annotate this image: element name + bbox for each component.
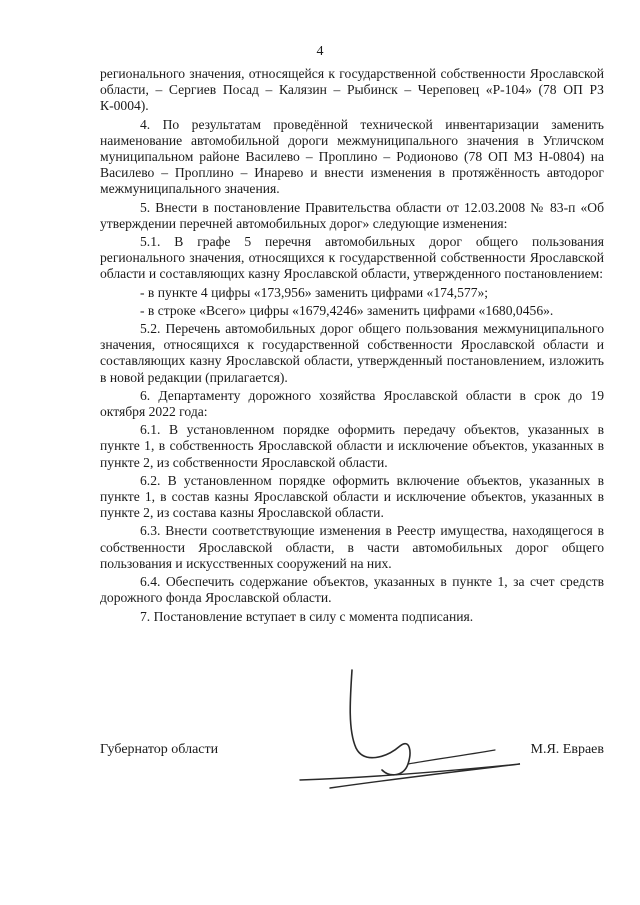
- paragraph: 4. По результатам проведённой технической инвентаризации заменить наименование автомобильной дороги межмуниципального значения в Угличском муниципальном районе Василево – Проплино – Родионово (78 ОП МЗ Н-0804) на Василево – Проплино – Инарево и внести изменения в протяжённость автодорог межмуниципального значения.: [100, 116, 604, 197]
- paragraph: 6.2. В установленном порядке оформить включение объектов, указанных в пункте 1, в состав казны Ярославской области и исключение объектов, указанных в пункте 2, из состава казны Ярославской области.: [100, 472, 604, 521]
- paragraph: 5.2. Перечень автомобильных дорог общего пользования межмуниципального значения, относящихся к государственной собственности Ярославской области и составляющих казну Ярославской области, утвержденный постановлением, изложить в новой редакции (прилагается).: [100, 321, 604, 385]
- paragraph: 6.3. Внести соответствующие изменения в Реестр имущества, находящегося в собственности Ярославской области, в части автомобильных дорог общего пользования и искусственных сооружений на них.: [100, 523, 604, 571]
- document-body: [100, 66, 604, 627]
- signatory-role: Губернатор области: [100, 742, 219, 757]
- paragraph: - в пункте 4 цифры «173,956» заменить цифрами «174,577»;: [140, 284, 489, 300]
- signatory-name: М.Я. Евраев: [530, 742, 604, 757]
- paragraph: регионального значения, относящейся к государственной собственности Ярославской области, – Сергиев Посад – Калязин – Рыбинск – Череповец «Р-104» (78 ОП РЗ К-0004).: [100, 66, 604, 114]
- paragraph: 5.1. В графе 5 перечня автомобильных дорог общего пользования регионального значения, относящихся к государственной собственности Ярославской области и составляющих казну Ярославской области, утвержденного постановлением:: [100, 234, 604, 282]
- page-number: 4: [316, 44, 324, 59]
- paragraph: - в строке «Всего» цифры «1679,4246» заменить цифрами «1680,0456».: [140, 302, 554, 318]
- handwritten-signature: [290, 660, 570, 810]
- paragraph: 7. Постановление вступает в силу с момента подписания.: [140, 608, 474, 624]
- paragraph: 5. Внести в постановление Правительства области от 12.03.2008 № 83-п «Об утверждении перечней автомобильных дорог» следующие изменения:: [100, 199, 604, 231]
- paragraph: 6. Департаменту дорожного хозяйства Ярославской области в срок до 19 октября 2022 года:: [100, 387, 604, 420]
- paragraph: 6.1. В установленном порядке оформить передачу объектов, указанных в пункте 1, в собственность Ярославской области и исключение объектов, указанных в пункте 2, из собственности Ярославской области.: [100, 422, 604, 470]
- paragraph: 6.4. Обеспечить содержание объектов, указанных в пункте 1, за счет средств дорожного фонда Ярославской области.: [100, 574, 604, 606]
